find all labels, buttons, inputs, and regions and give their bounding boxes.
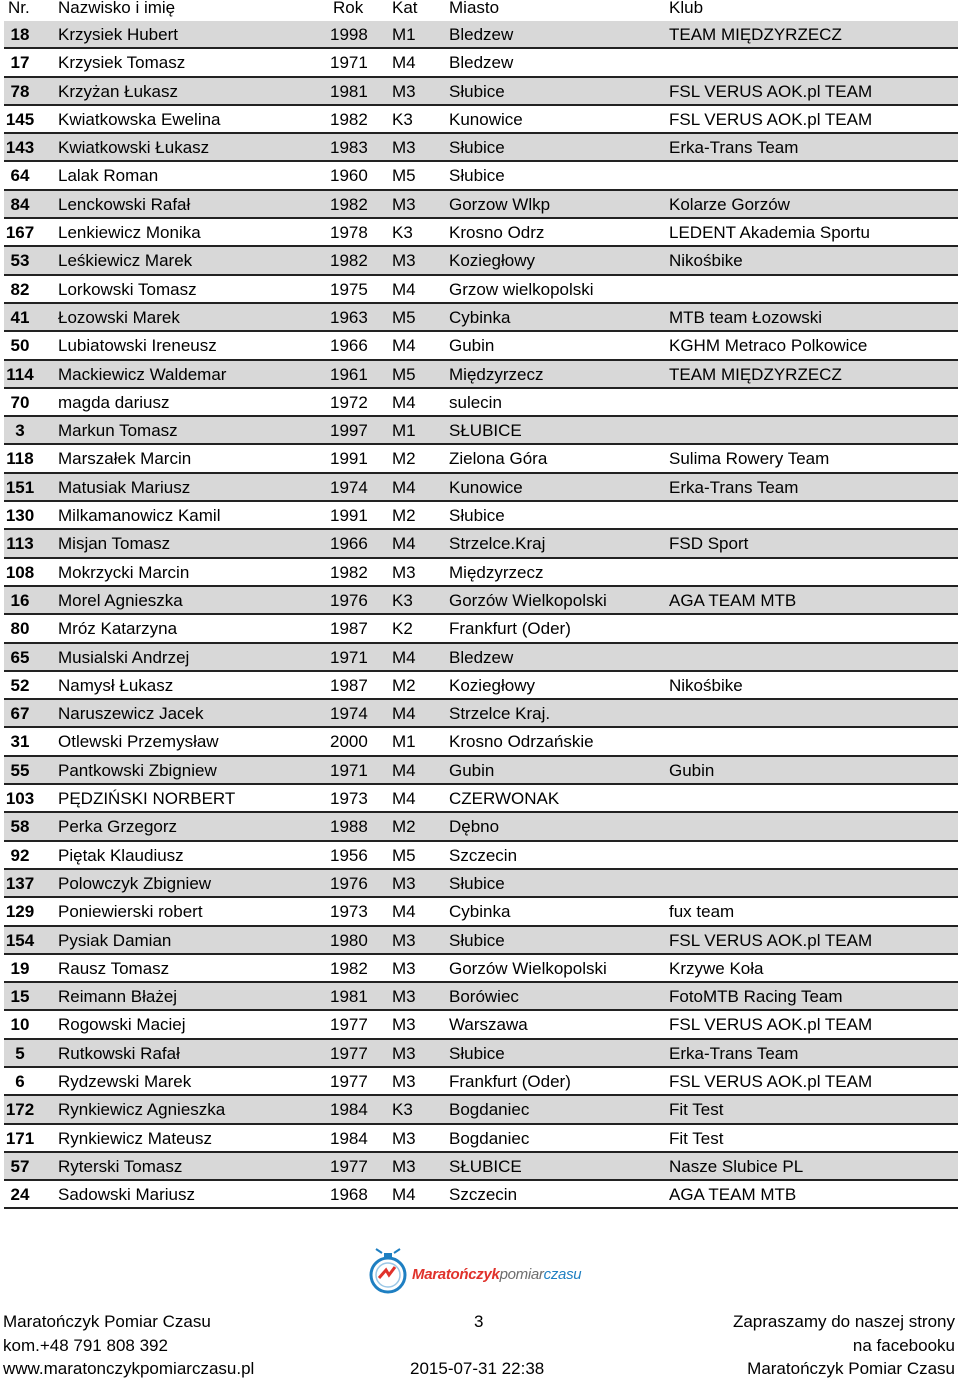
table-row bbox=[4, 78, 958, 106]
cell-year: 1977 bbox=[330, 1043, 368, 1063]
cell-city: Cybinka bbox=[449, 902, 511, 922]
table-header bbox=[0, 0, 960, 21]
cell-club: Erka-Trans Team bbox=[669, 138, 799, 158]
cell-nr: 41 bbox=[10, 307, 30, 327]
cell-city: Strzelce Kraj. bbox=[449, 704, 551, 724]
cell-category: M1 bbox=[392, 25, 416, 44]
cell-year: 1966 bbox=[330, 336, 368, 356]
cell-city: Szczecin bbox=[449, 845, 518, 865]
cell-name: Lalak Roman bbox=[58, 166, 159, 186]
cell-category: M4 bbox=[392, 647, 416, 667]
cell-nr: 53 bbox=[10, 251, 30, 271]
cell-category: M5 bbox=[392, 307, 416, 327]
cell-category: M4 bbox=[392, 760, 416, 780]
cell-category: M3 bbox=[392, 873, 416, 893]
cell-club: TEAM MIĘDZYRZECZ bbox=[669, 364, 842, 384]
cell-nr: 15 bbox=[10, 987, 30, 1007]
cell-name: Matusiak Mariusz bbox=[58, 477, 191, 497]
cell-year: 1977 bbox=[330, 1015, 368, 1035]
cell-nr: 5 bbox=[15, 1043, 25, 1063]
cell-name: Pysiak Damian bbox=[58, 930, 172, 950]
cell-city: Kunowice bbox=[449, 109, 523, 129]
cell-year: 1984 bbox=[330, 1100, 368, 1120]
table-row bbox=[4, 870, 958, 898]
cell-year: 2000 bbox=[330, 732, 368, 752]
cell-name: Morel Agnieszka bbox=[58, 590, 183, 610]
cell-nr: 113 bbox=[6, 534, 34, 554]
cell-category: M3 bbox=[392, 1015, 416, 1035]
cell-club: AGA TEAM MTB bbox=[669, 1185, 797, 1205]
cell-city: Międzyrzecz bbox=[449, 562, 544, 582]
table-row bbox=[4, 417, 958, 445]
cell-name: Namysł Łukasz bbox=[58, 675, 174, 695]
cell-nr: 82 bbox=[10, 279, 30, 299]
results-table bbox=[4, 21, 958, 1209]
table-row bbox=[4, 530, 958, 558]
cell-year: 1956 bbox=[330, 845, 368, 865]
cell-city: Bledzew bbox=[449, 53, 514, 73]
cell-nr: 151 bbox=[5, 477, 35, 497]
cell-category: M1 bbox=[392, 732, 416, 752]
cell-nr: 64 bbox=[10, 166, 30, 186]
cell-year: 1976 bbox=[330, 873, 368, 893]
cell-city: Frankfurt (Oder) bbox=[449, 1071, 571, 1091]
cell-name: Łozowski Marek bbox=[58, 307, 180, 327]
cell-nr: 31 bbox=[10, 732, 30, 752]
table-row bbox=[4, 276, 958, 304]
cell-city: Borówiec bbox=[449, 987, 519, 1007]
cell-year: 1974 bbox=[330, 477, 368, 497]
cell-club: Sulima Rowery Team bbox=[669, 449, 830, 469]
footer-phone: kom.+48 791 808 392 bbox=[3, 1336, 168, 1355]
cell-nr: 6 bbox=[15, 1071, 25, 1091]
cell-category: M4 bbox=[392, 53, 416, 73]
cell-city: Gubin bbox=[449, 760, 495, 780]
cell-category: M3 bbox=[392, 958, 416, 978]
cell-category: M3 bbox=[392, 81, 416, 101]
cell-club: FSL VERUS AOK.pl TEAM bbox=[669, 1015, 873, 1035]
footer-invite: Zapraszamy do naszej strony bbox=[732, 1312, 955, 1331]
cell-nr: 19 bbox=[10, 958, 30, 978]
table-row bbox=[4, 644, 958, 672]
cell-city: Zielona Góra bbox=[449, 449, 548, 469]
cell-club: Krzywe Koła bbox=[669, 958, 764, 978]
cell-name: Lenckowski Rafał bbox=[58, 194, 191, 214]
table-row bbox=[4, 983, 958, 1011]
cell-category: K2 bbox=[392, 619, 413, 639]
table-row bbox=[4, 955, 958, 983]
header-category: Kat bbox=[392, 0, 418, 17]
cell-nr: 171 bbox=[5, 1128, 35, 1148]
cell-category: M2 bbox=[392, 675, 416, 695]
cell-nr: 57 bbox=[10, 1156, 30, 1176]
cell-city: Słubice bbox=[449, 506, 505, 526]
cell-name: Rausz Tomasz bbox=[58, 958, 170, 978]
cell-nr: 18 bbox=[10, 25, 30, 44]
cell-nr: 80 bbox=[10, 619, 30, 639]
cell-year: 1982 bbox=[330, 194, 368, 214]
cell-name: Lubiatowski Ireneusz bbox=[58, 336, 217, 356]
cell-nr: 143 bbox=[5, 138, 35, 158]
cell-category: M4 bbox=[392, 789, 416, 809]
cell-city: Słubice bbox=[449, 166, 505, 186]
cell-city: sulecin bbox=[449, 392, 502, 412]
cell-name: Kwiatkowska Ewelina bbox=[58, 109, 221, 129]
cell-city: Słubice bbox=[449, 81, 505, 101]
cell-nr: 114 bbox=[6, 364, 34, 384]
cell-name: magda dariusz bbox=[58, 392, 170, 412]
cell-city: Gorzów Wielkopolski bbox=[449, 590, 607, 610]
cell-club: KGHM Metraco Polkowice bbox=[669, 336, 868, 356]
table-row bbox=[4, 304, 958, 332]
table-row bbox=[4, 1040, 958, 1068]
cell-name: Krzysiek Tomasz bbox=[58, 53, 186, 73]
cell-club: Nasze Slubice PL bbox=[669, 1156, 804, 1176]
cell-nr: 52 bbox=[10, 675, 30, 695]
header-name: Nazwisko i imię bbox=[58, 0, 176, 17]
cell-name: Perka Grzegorz bbox=[58, 817, 178, 837]
header-club: Klub bbox=[669, 0, 704, 17]
cell-club: LEDENT Akademia Sportu bbox=[669, 223, 870, 243]
cell-city: Słubice bbox=[449, 1043, 505, 1063]
cell-year: 1977 bbox=[330, 1156, 368, 1176]
cell-category: M5 bbox=[392, 845, 416, 865]
cell-year: 1966 bbox=[330, 534, 368, 554]
cell-city: Gorzow Wlkp bbox=[449, 194, 551, 214]
cell-year: 1983 bbox=[330, 138, 368, 158]
cell-name: Mokrzycki Marcin bbox=[58, 562, 190, 582]
logo bbox=[362, 1248, 602, 1296]
cell-city: Strzelce.Kraj bbox=[449, 534, 546, 554]
table-row bbox=[4, 898, 958, 926]
cell-city: SŁUBICE bbox=[449, 421, 522, 441]
cell-nr: 65 bbox=[10, 647, 30, 667]
cell-category: M4 bbox=[392, 336, 416, 356]
table-row bbox=[4, 700, 958, 728]
cell-category: M4 bbox=[392, 477, 416, 497]
cell-club: Erka-Trans Team bbox=[669, 477, 799, 497]
table-row bbox=[4, 332, 958, 360]
cell-name: Milkamanowicz Kamil bbox=[58, 506, 221, 526]
table-row bbox=[4, 757, 958, 785]
cell-year: 1961 bbox=[330, 364, 368, 384]
cell-city: Bledzew bbox=[449, 25, 514, 44]
cell-club: Fit Test bbox=[669, 1128, 724, 1148]
cell-category: K3 bbox=[392, 1100, 413, 1120]
cell-club: Fit Test bbox=[669, 1100, 724, 1120]
cell-club: FSL VERUS AOK.pl TEAM bbox=[669, 81, 873, 101]
cell-year: 1973 bbox=[330, 902, 368, 922]
cell-name: Lorkowski Tomasz bbox=[58, 279, 197, 299]
cell-year: 1973 bbox=[330, 789, 368, 809]
cell-nr: 108 bbox=[5, 562, 35, 582]
table-row bbox=[4, 813, 958, 841]
table-row bbox=[4, 191, 958, 219]
table-row bbox=[4, 134, 958, 162]
cell-club: FSL VERUS AOK.pl TEAM bbox=[669, 930, 873, 950]
table-row bbox=[4, 389, 958, 417]
cell-year: 1982 bbox=[330, 958, 368, 978]
cell-city: Krosno Odrzańskie bbox=[449, 732, 594, 752]
footer-facebook: na facebooku bbox=[852, 1336, 955, 1355]
cell-city: Dębno bbox=[449, 817, 500, 837]
cell-nr: 67 bbox=[10, 704, 30, 724]
cell-category: M3 bbox=[392, 930, 416, 950]
cell-category: M3 bbox=[392, 251, 416, 271]
cell-name: Krzyżan Łukasz bbox=[58, 81, 178, 101]
cell-city: Gorzów Wielkopolski bbox=[449, 958, 607, 978]
cell-club: FotoMTB Racing Team bbox=[669, 987, 843, 1007]
cell-city: Bledzew bbox=[449, 647, 514, 667]
cell-name: Poniewierski robert bbox=[58, 902, 203, 922]
table-row bbox=[4, 361, 958, 389]
cell-club: Nikośbike bbox=[669, 675, 743, 695]
cell-name: Otlewski Przemysław bbox=[58, 732, 219, 752]
table-row bbox=[4, 1068, 958, 1096]
table-row bbox=[4, 1125, 958, 1153]
cell-nr: 24 bbox=[10, 1185, 30, 1205]
cell-category: M3 bbox=[392, 194, 416, 214]
table-row bbox=[4, 106, 958, 134]
cell-club: FSD Sport bbox=[669, 534, 749, 554]
cell-category: M2 bbox=[392, 817, 416, 837]
table-row bbox=[4, 728, 958, 756]
table-row bbox=[4, 1181, 958, 1209]
cell-nr: 84 bbox=[10, 194, 30, 214]
cell-club: AGA TEAM MTB bbox=[669, 590, 797, 610]
table-row bbox=[4, 785, 958, 813]
cell-year: 1974 bbox=[330, 704, 368, 724]
cell-name: Kwiatkowski Łukasz bbox=[58, 138, 210, 158]
cell-category: M3 bbox=[392, 1156, 416, 1176]
cell-city: Koziegłowy bbox=[449, 675, 535, 695]
cell-name: Rynkiewicz Mateusz bbox=[58, 1128, 212, 1148]
cell-year: 1975 bbox=[330, 279, 368, 299]
table-row bbox=[4, 247, 958, 275]
cell-name: Rutkowski Rafał bbox=[58, 1043, 180, 1063]
cell-club: FSL VERUS AOK.pl TEAM bbox=[669, 1071, 873, 1091]
cell-city: Szczecin bbox=[449, 1185, 518, 1205]
table-row bbox=[4, 615, 958, 643]
cell-city: Międzyrzecz bbox=[449, 364, 544, 384]
cell-club: Kolarze Gorzów bbox=[669, 194, 790, 214]
header-year: Rok bbox=[333, 0, 364, 17]
cell-year: 1971 bbox=[330, 53, 368, 73]
cell-nr: 172 bbox=[5, 1100, 35, 1120]
table-row bbox=[4, 1153, 958, 1181]
cell-nr: 78 bbox=[10, 81, 30, 101]
cell-category: M4 bbox=[392, 902, 416, 922]
stopwatch-logo-icon bbox=[362, 1248, 414, 1296]
table-row bbox=[4, 49, 958, 77]
cell-city: Bogdaniec bbox=[449, 1100, 530, 1120]
cell-club: TEAM MIĘDZYRZECZ bbox=[669, 25, 842, 44]
cell-name: Mackiewicz Waldemar bbox=[58, 364, 227, 384]
cell-name: Sadowski Mariusz bbox=[58, 1185, 195, 1205]
table-row bbox=[4, 445, 958, 473]
cell-category: K3 bbox=[392, 223, 413, 243]
cell-year: 1982 bbox=[330, 562, 368, 582]
cell-nr: 55 bbox=[10, 760, 30, 780]
cell-city: Bogdaniec bbox=[449, 1128, 530, 1148]
logo-text: Maratończykpomiarczasu bbox=[412, 1266, 582, 1283]
cell-year: 1963 bbox=[330, 307, 368, 327]
cell-nr: 16 bbox=[10, 590, 30, 610]
cell-year: 1972 bbox=[330, 392, 368, 412]
cell-category: M3 bbox=[392, 987, 416, 1007]
footer-company-right: Maratończyk Pomiar Czasu bbox=[747, 1359, 955, 1378]
cell-year: 1971 bbox=[330, 647, 368, 667]
cell-name: PĘDZIŃSKI NORBERT bbox=[58, 789, 236, 809]
cell-nr: 103 bbox=[5, 789, 35, 809]
cell-year: 1976 bbox=[330, 590, 368, 610]
cell-year: 1971 bbox=[330, 760, 368, 780]
footer-website: www.maratonczykpomiarczasu.pl bbox=[3, 1359, 255, 1378]
cell-year: 1987 bbox=[330, 675, 368, 695]
cell-category: M4 bbox=[392, 279, 416, 299]
cell-category: M3 bbox=[392, 1128, 416, 1148]
cell-year: 1981 bbox=[330, 987, 368, 1007]
cell-club: MTB team Łozowski bbox=[669, 307, 823, 327]
table-row bbox=[4, 502, 958, 530]
cell-nr: 10 bbox=[10, 1015, 30, 1035]
cell-year: 1991 bbox=[330, 506, 368, 526]
cell-category: M3 bbox=[392, 138, 416, 158]
cell-name: Rynkiewicz Agnieszka bbox=[58, 1100, 226, 1120]
cell-year: 1980 bbox=[330, 930, 368, 950]
cell-nr: 50 bbox=[10, 336, 30, 356]
cell-name: Musialski Andrzej bbox=[58, 647, 190, 667]
cell-nr: 92 bbox=[10, 845, 30, 865]
table-row bbox=[4, 162, 958, 190]
cell-name: Marszałek Marcin bbox=[58, 449, 192, 469]
cell-nr: 137 bbox=[5, 873, 35, 893]
cell-year: 1968 bbox=[330, 1185, 368, 1205]
cell-nr: 118 bbox=[6, 449, 34, 469]
cell-city: Gubin bbox=[449, 336, 495, 356]
cell-city: SŁUBICE bbox=[449, 1156, 522, 1176]
page-number: 3 bbox=[474, 1312, 484, 1331]
footer-datetime: 2015-07-31 22:38 bbox=[410, 1359, 545, 1378]
footer-company: Maratończyk Pomiar Czasu bbox=[3, 1312, 211, 1331]
cell-year: 1981 bbox=[330, 81, 368, 101]
table-row bbox=[4, 927, 958, 955]
cell-year: 1998 bbox=[330, 25, 368, 44]
cell-city: Słubice bbox=[449, 873, 505, 893]
cell-nr: 70 bbox=[10, 392, 30, 412]
cell-year: 1978 bbox=[330, 223, 368, 243]
cell-name: Polowczyk Zbigniew bbox=[58, 873, 212, 893]
cell-year: 1960 bbox=[330, 166, 368, 186]
cell-category: M3 bbox=[392, 1043, 416, 1063]
cell-nr: 154 bbox=[5, 930, 35, 950]
table-row bbox=[4, 842, 958, 870]
cell-category: M3 bbox=[392, 1071, 416, 1091]
cell-city: Grzow wielkopolski bbox=[449, 279, 594, 299]
cell-category: M4 bbox=[392, 392, 416, 412]
cell-nr: 130 bbox=[5, 506, 35, 526]
cell-city: Kunowice bbox=[449, 477, 523, 497]
cell-name: Misjan Tomasz bbox=[58, 534, 171, 554]
cell-category: M4 bbox=[392, 534, 416, 554]
cell-category: K3 bbox=[392, 109, 413, 129]
cell-nr: 167 bbox=[5, 223, 35, 243]
cell-year: 1984 bbox=[330, 1128, 368, 1148]
cell-club: Nikośbike bbox=[669, 251, 743, 271]
cell-club: FSL VERUS AOK.pl TEAM bbox=[669, 109, 873, 129]
cell-category: M4 bbox=[392, 1185, 416, 1205]
cell-category: M3 bbox=[392, 562, 416, 582]
cell-city: Frankfurt (Oder) bbox=[449, 619, 571, 639]
cell-name: Piętak Klaudiusz bbox=[58, 845, 184, 865]
cell-name: Krzysiek Hubert bbox=[58, 25, 178, 44]
cell-category: K3 bbox=[392, 590, 413, 610]
cell-name: Reimann Błażej bbox=[58, 987, 178, 1007]
cell-name: Ryterski Tomasz bbox=[58, 1156, 183, 1176]
cell-nr: 129 bbox=[5, 902, 35, 922]
table-row bbox=[4, 474, 958, 502]
table-row bbox=[4, 587, 958, 615]
table-row bbox=[4, 1096, 958, 1124]
cell-nr: 3 bbox=[15, 421, 25, 441]
cell-club: Erka-Trans Team bbox=[669, 1043, 799, 1063]
cell-year: 1991 bbox=[330, 449, 368, 469]
cell-city: Koziegłowy bbox=[449, 251, 535, 271]
cell-year: 1982 bbox=[330, 109, 368, 129]
cell-club: Gubin bbox=[669, 760, 715, 780]
table-row bbox=[4, 219, 958, 247]
cell-year: 1982 bbox=[330, 251, 368, 271]
cell-city: Słubice bbox=[449, 138, 505, 158]
cell-city: Krosno Odrz bbox=[449, 223, 545, 243]
cell-nr: 145 bbox=[5, 109, 35, 129]
cell-category: M4 bbox=[392, 704, 416, 724]
cell-name: Rydzewski Marek bbox=[58, 1071, 192, 1091]
header-nr: Nr. bbox=[8, 0, 30, 17]
cell-city: Cybinka bbox=[449, 307, 511, 327]
cell-club: fux team bbox=[669, 902, 735, 922]
cell-year: 1997 bbox=[330, 421, 368, 441]
cell-name: Leśkiewicz Marek bbox=[58, 251, 193, 271]
header-city: Miasto bbox=[449, 0, 500, 17]
table-row bbox=[4, 21, 958, 49]
cell-name: Markun Tomasz bbox=[58, 421, 178, 441]
cell-category: M1 bbox=[392, 421, 416, 441]
cell-city: CZERWONAK bbox=[449, 789, 560, 809]
cell-year: 1977 bbox=[330, 1071, 368, 1091]
cell-name: Pantkowski Zbigniew bbox=[58, 760, 217, 780]
cell-nr: 58 bbox=[10, 817, 30, 837]
cell-name: Lenkiewicz Monika bbox=[58, 223, 201, 243]
table-row bbox=[4, 559, 958, 587]
table-row bbox=[4, 1011, 958, 1039]
cell-category: M2 bbox=[392, 449, 416, 469]
cell-year: 1987 bbox=[330, 619, 368, 639]
cell-name: Naruszewicz Jacek bbox=[58, 704, 204, 724]
cell-year: 1988 bbox=[330, 817, 368, 837]
cell-name: Rogowski Maciej bbox=[58, 1015, 186, 1035]
table-row bbox=[4, 672, 958, 700]
cell-city: Słubice bbox=[449, 930, 505, 950]
cell-city: Warszawa bbox=[449, 1015, 528, 1035]
cell-name: Mróz Katarzyna bbox=[58, 619, 178, 639]
cell-category: M5 bbox=[392, 364, 416, 384]
cell-category: M2 bbox=[392, 506, 416, 526]
cell-category: M5 bbox=[392, 166, 416, 186]
cell-nr: 17 bbox=[10, 53, 30, 73]
